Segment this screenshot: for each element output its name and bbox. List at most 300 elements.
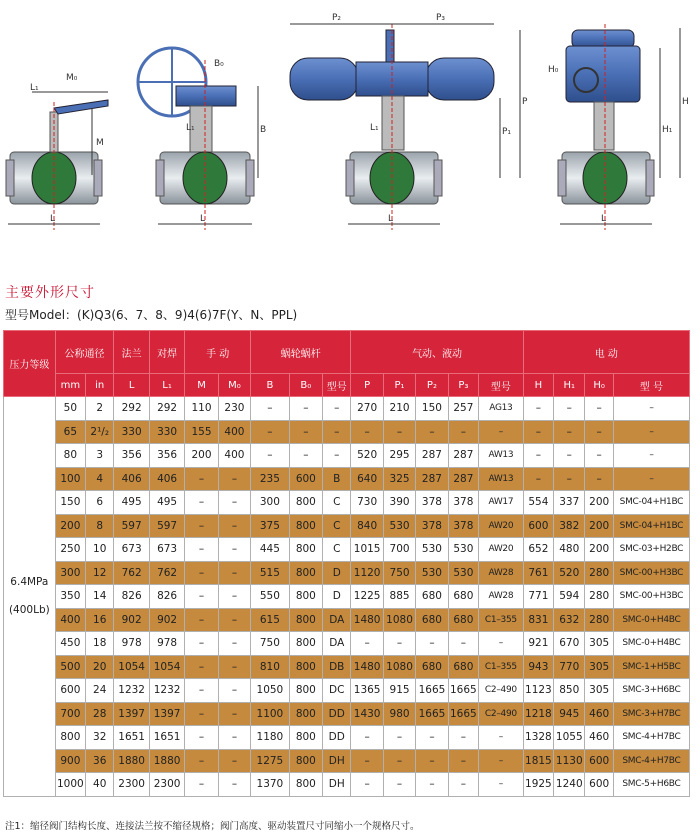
table-cell: 680 — [448, 608, 478, 632]
table-cell: – — [448, 749, 478, 773]
pressure-lb: (400Lb) — [8, 604, 50, 617]
table-cell: – — [585, 444, 613, 468]
table-cell: 800 — [289, 632, 322, 656]
table-cell: – — [479, 726, 524, 750]
table-cell: – — [218, 655, 250, 679]
pneumatic-valve-drawing — [290, 13, 528, 230]
electric-header: 电 动 — [523, 331, 689, 374]
table-cell: 400 — [218, 444, 250, 468]
table-cell: 110 — [185, 397, 218, 421]
table-cell: 480 — [554, 538, 585, 562]
table-cell: 750 — [251, 632, 289, 656]
table-row — [4, 773, 690, 797]
table-cell: – — [416, 773, 448, 797]
table-cell: C — [323, 538, 351, 562]
table-body — [4, 397, 690, 797]
table-cell: – — [585, 397, 613, 421]
table-cell: – — [185, 679, 218, 703]
subheader-cell: 型 号 — [613, 374, 689, 397]
table-cell: 280 — [585, 585, 613, 609]
table-cell: 1123 — [523, 679, 553, 703]
table-cell: 632 — [554, 608, 585, 632]
table-cell: 406 — [149, 467, 184, 491]
table-cell: 1665 — [416, 702, 448, 726]
table-cell: – — [416, 726, 448, 750]
table-cell: 65 — [55, 420, 85, 444]
table-row — [4, 585, 690, 609]
table-cell: 287 — [448, 467, 478, 491]
table-cell: C1–355 — [479, 608, 524, 632]
table-cell: 520 — [351, 444, 383, 468]
table-row — [4, 444, 690, 468]
table-cell: – — [523, 420, 553, 444]
table-cell: 1000 — [55, 773, 85, 797]
table-cell: 800 — [55, 726, 85, 750]
table-cell: 1925 — [523, 773, 553, 797]
table-cell: 292 — [149, 397, 184, 421]
table-cell: 652 — [523, 538, 553, 562]
table-cell: – — [185, 655, 218, 679]
table-cell: 325 — [383, 467, 415, 491]
table-cell: 1218 — [523, 702, 553, 726]
dim-p: P — [522, 97, 528, 107]
subheader-row — [4, 374, 690, 397]
table-cell: 1080 — [383, 608, 415, 632]
table-cell: SMC-4+H7BC — [613, 726, 689, 750]
table-cell: – — [185, 726, 218, 750]
table-cell: – — [585, 467, 613, 491]
table-cell: 378 — [448, 491, 478, 515]
table-cell: – — [185, 749, 218, 773]
table-cell: – — [323, 444, 351, 468]
table-cell: – — [289, 420, 322, 444]
table-cell: 1880 — [149, 749, 184, 773]
table-cell: 750 — [383, 561, 415, 585]
electric-valve-drawing — [548, 24, 689, 230]
table-cell: 1365 — [351, 679, 383, 703]
table-cell: – — [218, 749, 250, 773]
table-cell: SMC-00+H3BC — [613, 585, 689, 609]
table-cell: 800 — [289, 702, 322, 726]
table-row — [4, 467, 690, 491]
table-cell: – — [185, 467, 218, 491]
table-cell: 495 — [114, 491, 149, 515]
table-cell: – — [218, 679, 250, 703]
table-cell: 600 — [523, 514, 553, 538]
table-cell: 287 — [416, 444, 448, 468]
table-cell: 640 — [351, 467, 383, 491]
dim-h: H — [682, 97, 689, 107]
table-cell: – — [479, 420, 524, 444]
table-cell: DC — [323, 679, 351, 703]
table-cell: AW28 — [479, 585, 524, 609]
subheader-cell: in — [86, 374, 114, 397]
table-cell: 673 — [149, 538, 184, 562]
table-cell: – — [479, 632, 524, 656]
table-cell: – — [323, 420, 351, 444]
table-cell: – — [218, 608, 250, 632]
table-cell: 375 — [251, 514, 289, 538]
table-cell: 800 — [289, 608, 322, 632]
subheader-cell: L — [114, 374, 149, 397]
table-cell: 594 — [554, 585, 585, 609]
table-cell: 771 — [523, 585, 553, 609]
table-cell: – — [383, 420, 415, 444]
table-cell: – — [185, 491, 218, 515]
table-cell: 230 — [218, 397, 250, 421]
table-cell: 4 — [86, 467, 114, 491]
table-cell: 600 — [289, 467, 322, 491]
table-cell: 800 — [289, 773, 322, 797]
table-cell: 235 — [251, 467, 289, 491]
table-cell: DH — [323, 749, 351, 773]
table-cell: 800 — [289, 726, 322, 750]
table-cell: 450 — [55, 632, 85, 656]
table-cell: SMC-3+H7BC — [613, 702, 689, 726]
table-cell: 356 — [114, 444, 149, 468]
table-cell: – — [383, 632, 415, 656]
table-cell: – — [218, 514, 250, 538]
table-cell: – — [613, 467, 689, 491]
table-cell: 530 — [383, 514, 415, 538]
table-cell: 460 — [585, 726, 613, 750]
table-cell: 530 — [448, 538, 478, 562]
table-cell: 200 — [585, 538, 613, 562]
table-cell: 943 — [523, 655, 553, 679]
table-cell: 445 — [251, 538, 289, 562]
table-cell: – — [351, 726, 383, 750]
table-row — [4, 514, 690, 538]
table-cell: 700 — [383, 538, 415, 562]
table-cell: – — [185, 514, 218, 538]
subheader-cell: L₁ — [149, 374, 184, 397]
table-cell: – — [613, 444, 689, 468]
table-cell: 530 — [448, 561, 478, 585]
dim-m0: M₀ — [66, 73, 78, 83]
table-cell: 1050 — [251, 679, 289, 703]
table-cell: 673 — [114, 538, 149, 562]
table-cell: – — [218, 491, 250, 515]
table-cell: 902 — [114, 608, 149, 632]
table-cell: 1054 — [149, 655, 184, 679]
table-row — [4, 420, 690, 444]
subheader-cell: B — [251, 374, 289, 397]
table-cell: C — [323, 514, 351, 538]
dim-p2: P₂ — [332, 13, 342, 23]
table-cell: 337 — [554, 491, 585, 515]
table-cell: 530 — [416, 538, 448, 562]
pressure-cell — [4, 397, 56, 797]
table-cell: 762 — [149, 561, 184, 585]
table-cell: – — [416, 632, 448, 656]
table-cell: AW28 — [479, 561, 524, 585]
table-cell: 1480 — [351, 655, 383, 679]
table-cell: 1370 — [251, 773, 289, 797]
table-row — [4, 702, 690, 726]
table-cell: DB — [323, 655, 351, 679]
table-cell: 770 — [554, 655, 585, 679]
table-cell: 200 — [185, 444, 218, 468]
table-cell: 287 — [448, 444, 478, 468]
table-cell: SMC-00+H3BC — [613, 561, 689, 585]
table-cell: SMC-0+H4BC — [613, 632, 689, 656]
table-cell: 826 — [149, 585, 184, 609]
table-cell: 597 — [114, 514, 149, 538]
table-cell: 24 — [86, 679, 114, 703]
table-cell: – — [448, 632, 478, 656]
table-row — [4, 608, 690, 632]
worm-gear-valve-drawing — [138, 48, 266, 230]
table-cell: 700 — [55, 702, 85, 726]
table-cell: 600 — [585, 773, 613, 797]
table-cell: 28 — [86, 702, 114, 726]
table-cell: 1397 — [114, 702, 149, 726]
dim-l-1: L — [50, 214, 56, 224]
table-cell: 850 — [554, 679, 585, 703]
table-cell: 155 — [185, 420, 218, 444]
table-cell: 32 — [86, 726, 114, 750]
dim-b: B — [260, 125, 267, 135]
table-cell: 1232 — [149, 679, 184, 703]
table-cell: 287 — [416, 467, 448, 491]
lever-valve-drawing — [6, 73, 108, 230]
table-cell: D — [323, 585, 351, 609]
subheader-cell: H₁ — [554, 374, 585, 397]
table-cell: 1240 — [554, 773, 585, 797]
table-cell: 280 — [585, 561, 613, 585]
table-cell: – — [383, 726, 415, 750]
table-cell: – — [251, 444, 289, 468]
table-cell: – — [479, 773, 524, 797]
table-cell: 40 — [86, 773, 114, 797]
table-cell: 2 — [86, 397, 114, 421]
table-cell: – — [383, 773, 415, 797]
table-cell: – — [351, 420, 383, 444]
table-cell: – — [218, 726, 250, 750]
table-cell: 305 — [585, 679, 613, 703]
worm-header: 蜗轮蜗杆 — [251, 331, 351, 374]
table-cell: – — [185, 585, 218, 609]
table-cell: 885 — [383, 585, 415, 609]
table-cell: – — [185, 773, 218, 797]
table-cell: 8 — [86, 514, 114, 538]
table-row — [4, 491, 690, 515]
table-cell: 680 — [448, 585, 478, 609]
footnote: 注1：缩径阀门结构长度、连接法兰按不缩径规格；阀门高度、驱动装置尺寸同缩小一个规格尺寸。 — [5, 821, 420, 832]
table-cell: 600 — [55, 679, 85, 703]
table-cell: 800 — [289, 749, 322, 773]
table-row — [4, 397, 690, 421]
table-cell: 978 — [149, 632, 184, 656]
dim-p3: P₃ — [436, 13, 446, 23]
table-cell: 295 — [383, 444, 415, 468]
table-cell: D — [323, 561, 351, 585]
table-row — [4, 561, 690, 585]
table-cell: 1665 — [448, 679, 478, 703]
table-cell: – — [251, 397, 289, 421]
subheader-cell: 型号 — [323, 374, 351, 397]
table-cell: 20 — [86, 655, 114, 679]
table-cell: 554 — [523, 491, 553, 515]
table-cell: 18 — [86, 632, 114, 656]
table-row — [4, 632, 690, 656]
model-line: 型号Model：(K)Q3(6、7、8、9)4(6)7F(Y、N、PPL) — [5, 308, 298, 322]
table-cell: 680 — [448, 655, 478, 679]
table-cell: 902 — [149, 608, 184, 632]
table-cell: DA — [323, 632, 351, 656]
table-cell: 530 — [416, 561, 448, 585]
table-cell: – — [554, 420, 585, 444]
subheader-cell: mm — [55, 374, 85, 397]
subheader-cell: M — [185, 374, 218, 397]
table-cell: 980 — [383, 702, 415, 726]
table-cell: 597 — [149, 514, 184, 538]
table-cell: 1120 — [351, 561, 383, 585]
table-cell: 600 — [585, 749, 613, 773]
dim-l-4: L — [601, 214, 607, 224]
table-cell: – — [351, 773, 383, 797]
table-cell: DA — [323, 608, 351, 632]
table-cell: 350 — [55, 585, 85, 609]
table-cell: 1430 — [351, 702, 383, 726]
table-row — [4, 538, 690, 562]
table-cell: 840 — [351, 514, 383, 538]
table-cell: AG13 — [479, 397, 524, 421]
table-cell: 1054 — [114, 655, 149, 679]
table-cell: – — [289, 397, 322, 421]
table-cell: 1225 — [351, 585, 383, 609]
subheader-cell: P₃ — [448, 374, 478, 397]
subheader-cell: 型号 — [479, 374, 524, 397]
table-cell: 2300 — [149, 773, 184, 797]
table-cell: SMC-5+H6BC — [613, 773, 689, 797]
table-cell: 210 — [383, 397, 415, 421]
table-cell: – — [289, 444, 322, 468]
table-cell: – — [218, 561, 250, 585]
table-cell: 305 — [585, 632, 613, 656]
table-cell: – — [523, 444, 553, 468]
table-cell: – — [383, 749, 415, 773]
table-cell: 1100 — [251, 702, 289, 726]
table-cell: – — [554, 444, 585, 468]
table-cell: C1–355 — [479, 655, 524, 679]
table-cell: DD — [323, 726, 351, 750]
table-cell: – — [218, 585, 250, 609]
table-cell: – — [351, 632, 383, 656]
table-cell: SMC-04+H1BC — [613, 514, 689, 538]
table-cell: 1055 — [554, 726, 585, 750]
table-cell: SMC-4+H7BC — [613, 749, 689, 773]
table-cell: 378 — [416, 514, 448, 538]
dim-l1-3: L₁ — [370, 123, 379, 133]
table-cell: AW13 — [479, 467, 524, 491]
table-cell: 280 — [585, 608, 613, 632]
table-cell: – — [323, 397, 351, 421]
table-cell: 1130 — [554, 749, 585, 773]
table-cell: 200 — [585, 491, 613, 515]
table-cell: – — [185, 632, 218, 656]
table-cell: – — [185, 538, 218, 562]
table-cell: 921 — [523, 632, 553, 656]
table-cell: 1015 — [351, 538, 383, 562]
table-cell: SMC-3+H6BC — [613, 679, 689, 703]
subheader-cell: B₀ — [289, 374, 322, 397]
table-cell: – — [448, 420, 478, 444]
table-cell: 730 — [351, 491, 383, 515]
subheader-cell: H₀ — [585, 374, 613, 397]
table-row — [4, 726, 690, 750]
dim-p1: P₁ — [502, 127, 512, 137]
table-cell: 100 — [55, 467, 85, 491]
manual-header: 手 动 — [185, 331, 251, 374]
table-cell: 800 — [289, 491, 322, 515]
table-cell: – — [523, 467, 553, 491]
table-cell: 200 — [55, 514, 85, 538]
table-cell: AW20 — [479, 514, 524, 538]
table-cell: 1665 — [448, 702, 478, 726]
table-cell: 6 — [86, 491, 114, 515]
table-cell: 406 — [114, 467, 149, 491]
table-cell: 680 — [416, 608, 448, 632]
table-cell: 800 — [289, 514, 322, 538]
table-cell: 1651 — [149, 726, 184, 750]
table-cell: 378 — [448, 514, 478, 538]
table-cell: 915 — [383, 679, 415, 703]
table-cell: 390 — [383, 491, 415, 515]
table-cell: 670 — [554, 632, 585, 656]
subheader-cell: P₂ — [416, 374, 448, 397]
table-cell: 1232 — [114, 679, 149, 703]
table-cell: – — [479, 749, 524, 773]
table-cell: 16 — [86, 608, 114, 632]
table-cell: 3 — [86, 444, 114, 468]
table-cell: 978 — [114, 632, 149, 656]
subheader-cell: P₁ — [383, 374, 415, 397]
table-cell: SMC-03+H2BC — [613, 538, 689, 562]
dim-h0: H₀ — [548, 65, 559, 75]
table-cell: AW17 — [479, 491, 524, 515]
table-cell: SMC-04+H1BC — [613, 491, 689, 515]
flange-header: 法兰 — [114, 331, 149, 374]
table-cell: 378 — [416, 491, 448, 515]
subheader-cell: H — [523, 374, 553, 397]
table-cell: 10 — [86, 538, 114, 562]
dim-b0: B₀ — [214, 59, 224, 69]
table-cell: 680 — [416, 655, 448, 679]
table-cell: – — [218, 632, 250, 656]
table-cell: 2¹/₂ — [86, 420, 114, 444]
table-cell: – — [185, 608, 218, 632]
section-title: 主要外形尺寸 — [5, 285, 95, 301]
table-cell: 250 — [55, 538, 85, 562]
table-cell: 800 — [289, 655, 322, 679]
table-cell: 300 — [55, 561, 85, 585]
table-cell: 1815 — [523, 749, 553, 773]
table-cell: 800 — [289, 679, 322, 703]
table-cell: 500 — [55, 655, 85, 679]
table-cell: 1480 — [351, 608, 383, 632]
table-cell: – — [613, 397, 689, 421]
table-cell: 150 — [55, 491, 85, 515]
table-cell: 14 — [86, 585, 114, 609]
dim-l-3: L — [388, 214, 394, 224]
table-cell: 1665 — [416, 679, 448, 703]
table-row — [4, 679, 690, 703]
table-cell: – — [218, 773, 250, 797]
table-cell: C2–490 — [479, 679, 524, 703]
table-cell: 800 — [289, 585, 322, 609]
dim-m: M — [96, 138, 104, 148]
